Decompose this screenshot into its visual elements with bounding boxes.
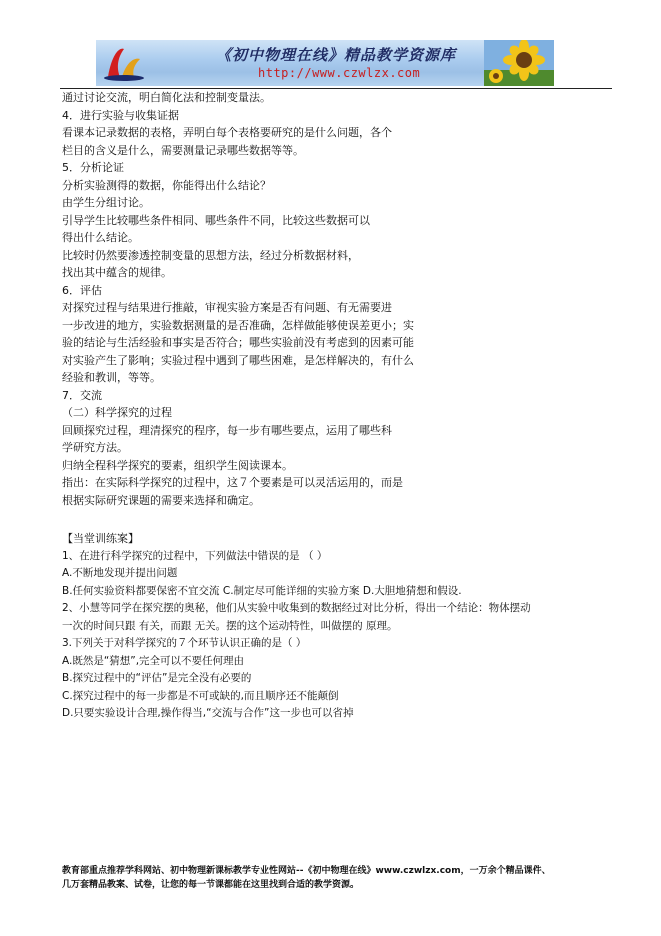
site-logo-icon [102,43,146,83]
body-line: 指出：在实际科学探究的过程中，这７个要素是可以灵活运用的，而是 [62,476,403,489]
body-line: 归纳全程科学探究的要素，组织学生阅读课本。 [62,458,293,472]
body-line: 经验和教训，等等。 [62,371,161,384]
option-line: B.任何实验资料都要保密不宜交流 C.制定尽可能详细的实验方案 D.大胆地猜想和假设. [62,584,462,597]
body-line: 一步改进的地方，实验数据测量的是否准确，怎样做能够使误差更小；实 [62,318,414,332]
option-line: D.只要实验设计合理,操作得当,“交流与合作”这一步也可以省掉 [62,707,354,719]
body-line: 找出其中蕴含的规律。 [62,266,172,279]
option-line: A.既然是“猜想”,完全可以不要任何理由 [62,654,245,667]
page-footer [62,864,602,892]
spacer [62,509,622,530]
body-line: 得出什么结论。 [62,231,139,244]
section-heading: 7．交流 [62,388,102,402]
body-line: 根据实际研究课题的需要来选择和确定。 [62,493,260,507]
header-banner [96,40,554,86]
exercise-heading: 【当堂训练案】 [62,532,139,545]
body-line: 引导学生比较哪些条件相同、哪些条件不同，比较这些数据可以 [62,213,370,227]
body-line: 对探究过程与结果进行推敲，审视实验方案是否有问题、有无需要进 [62,301,392,314]
section-heading: 4．进行实验与收集证据 [62,108,179,122]
body-line: 学研究方法。 [62,441,128,454]
option-line: C.探究过程中的每一步都是不可或缺的,而且顺序还不能颠倒 [62,689,339,702]
question-line: 1、在进行科学探究的过程中，下列做法中错误的是 （ ） [62,549,328,562]
banner-url[interactable]: http://www.czwlzx.com [258,66,421,80]
section-heading: 6．评估 [62,283,102,297]
body-line: 栏目的含义是什么，需要测量记录哪些数据等等。 [62,143,304,157]
body-line: 回顾探究过程，理清探究的程序，每一步有哪些要点，运用了哪些科 [62,423,392,437]
footer-line: 教育部重点推荐学科网站、初中物理新课标教学专业性网站--《初中物理在线》www.czwlzx.com，一万余个精品课件、 [62,866,551,876]
body-line: 由学生分组讨论。 [62,196,150,209]
question-line: 3.下列关于对科学探究的７个环节认识正确的是（ ） [62,637,307,649]
body-line: 看课本记录数据的表格，弄明白每个表格要研究的是什么问题，各个 [62,126,392,139]
body-line: 比较时仍然要渗透控制变量的思想方法，经过分析数据材料， [62,248,359,262]
question-line: 2、小慧等同学在探究摆的奥秘，他们从实验中收集到的数据经过对比分析，得出一个结论：物体摆动 [62,602,531,614]
body-line: 对实验产生了影响；实验过程中遇到了哪些困难，是怎样解决的，有什么 [62,353,414,367]
option-line: A.不断地发现并提出问题 [62,567,178,579]
banner-title: 《初中物理在线》精品教学资源库 [216,46,457,64]
section-heading: 5．分析论证 [62,161,124,174]
lesson-body [62,89,622,723]
section-heading: （二）科学探究的过程 [62,406,172,419]
body-line: 分析实验测得的数据，你能得出什么结论？ [62,178,271,192]
footer-line: 几万套精品教案、试卷，让您的每一节课都能在这里找到合适的教学资源。 [62,880,360,890]
body-line: 通过讨论交流，明白简化法和控制变量法。 [62,91,271,104]
sunflower-icon [484,40,554,86]
question-line: 一次的时间只跟 有关，而跟 无关。摆的这个运动特性，叫做摆的 原理。 [62,619,398,632]
body-line: 验的结论与生活经验和事实是否符合；哪些实验前没有考虑到的因素可能 [62,336,414,349]
option-line: B.探究过程中的“评估”是完全没有必要的 [62,672,252,684]
